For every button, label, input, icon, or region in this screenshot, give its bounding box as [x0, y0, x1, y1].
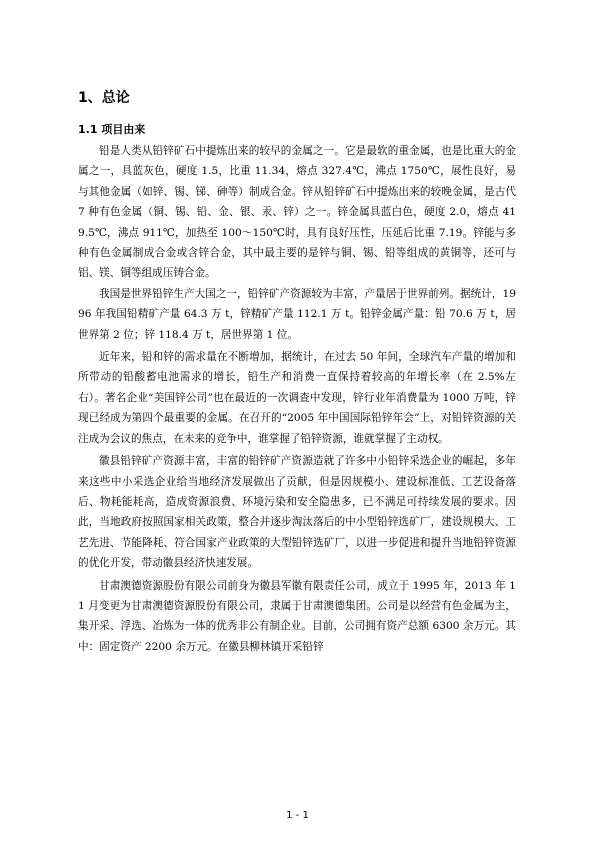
chapter-title: 1、总论	[78, 90, 130, 106]
paragraph-lead-zinc-overview: 铅是人类从铅锌矿石中提炼出来的较早的金属之一。它是最软的重金属，也是比重大的金属之一，具蓝灰色，硬度 1.5，比重 11.34，熔点 327.4℃，沸点 1750℃，展性良好，易与其他金属（如锌、锡、锑、砷等）制成合金。锌从铅锌矿石中提炼出来的较晚金属，是古代 7 种有色金属（铜、锡、铅、金、银、汞、锌）之一。锌金属具蓝白色，硬度 2.0，熔点 419.5℃，沸点 911℃，加热至 100～150℃时，具有良好压性，压延后比重 7.19。锌能与多种有色金属制成合金或含锌合金，其中最主要的是锌与铜、锡、铅等组成的黄铜等，还可与铝、镁、铜等组成压铸合金。	[78, 145, 516, 280]
paragraph-huixian-resources: 徽县铅锌矿产资源丰富，丰富的铅锌矿产资源造就了许多中小铅锌采选企业的崛起，多年来这些中小采选企业给当地经济发展做出了贡献，但是因规模小、建设标准低、工艺设备落后、物耗能耗高，造成资源浪费、环境污染和安全隐患多，已不满足可持续发展的要求。因此，当地政府按照国家相关政策，整合并逐步淘汰落后的中小型铅锌选矿厂，建设规模大、工艺先进、节能降耗、符合国家产业政策的大型铅锌选矿厂，以进一步促进和提升当地铅锌资源的优化开发，带动徽县经济快速发展。	[78, 455, 516, 570]
paragraph-china-production: 我国是世界铅锌生产大国之一，铅锌矿产资源较为丰富，产量居于世界前列。据统计，1996 年我国铅精矿产量 64.3 万 t，锌精矿产量 112.1 万 t。铅锌金属产量：铅 70.6 万 t，居世界第 2 位；锌 118.4 万 t，居世界第 1 位。	[78, 287, 516, 341]
page-number: 1 - 1	[286, 810, 309, 821]
paragraph-demand-growth: 近年来，铅和锌的需求量在不断增加，据统计，在过去 50 年间，全球汽车产量的增加和所带动的铅酸蓄电池需求的增长，铅生产和消费一直保持着较高的年增长率（在 2.5%左右）。著名企业“美国锌公司”也在最近的一次调查中发现，锌行业年消费量为 1000 万吨，锌现已经成为第四个最重要的金属。在召开的“2005 年中国国际铅锌年会”上，对铅锌资源的关注成为会议的焦点，在未来的竞争中，谁掌握了铅锌资源，谁就掌握了主动权。	[78, 351, 516, 445]
section-title: 1.1 项目由来	[78, 123, 146, 136]
body-text	[78, 141, 516, 657]
paragraph-company-profile: 甘肃澳德资源股份有限公司前身为徽县军徽有限责任公司，成立于 1995 年，2013 年 11 月变更为甘肃澳德资源股份有限公司，隶属于甘肃澳德集团。公司是以经营有色金属为主，集开采、浮选、冶炼为一体的优秀非公有制企业。目前，公司拥有资产总额 6300 余万元。其中：固定资产 2200 余万元。在徽县柳林镇开采铅锌	[78, 579, 516, 653]
